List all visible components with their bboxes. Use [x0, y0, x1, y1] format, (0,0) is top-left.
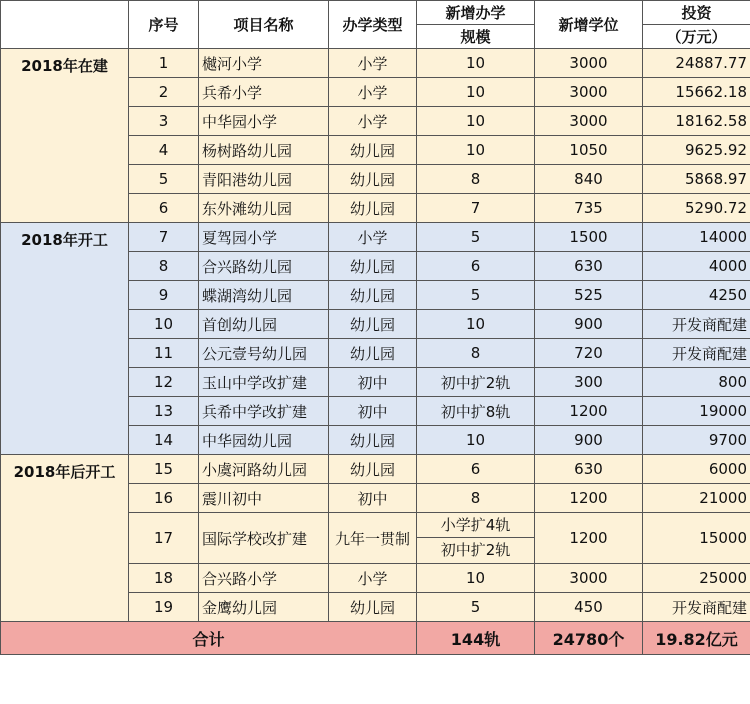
new-seats: 450 — [535, 593, 643, 622]
total-invest: 19.82亿元 — [643, 622, 750, 655]
table-header — [1, 1, 750, 49]
new-scale: 6 — [417, 252, 535, 281]
row-no: 8 — [129, 252, 199, 281]
school-type: 九年一贯制 — [329, 513, 417, 564]
total-row — [1, 622, 750, 655]
school-type: 幼儿园 — [329, 426, 417, 455]
school-type: 幼儿园 — [329, 165, 417, 194]
new-scale-line1: 小学扩4轨 — [417, 513, 534, 538]
row-no: 2 — [129, 78, 199, 107]
row-no: 6 — [129, 194, 199, 223]
school-type: 幼儿园 — [329, 194, 417, 223]
investment: 开发商配建 — [643, 339, 750, 368]
row-no: 13 — [129, 397, 199, 426]
new-scale: 8 — [417, 165, 535, 194]
investment: 开发商配建 — [643, 593, 750, 622]
investment: 15662.18 — [643, 78, 750, 107]
investment: 5868.97 — [643, 165, 750, 194]
new-seats: 1200 — [535, 513, 643, 564]
school-type: 小学 — [329, 107, 417, 136]
new-seats: 720 — [535, 339, 643, 368]
project-name: 金鹰幼儿园 — [199, 593, 329, 622]
row-no: 10 — [129, 310, 199, 339]
new-seats: 630 — [535, 455, 643, 484]
new-scale: 10 — [417, 49, 535, 78]
row-no: 12 — [129, 368, 199, 397]
new-seats: 3000 — [535, 564, 643, 593]
new-scale: 10 — [417, 136, 535, 165]
school-type: 幼儿园 — [329, 252, 417, 281]
new-scale: 10 — [417, 310, 535, 339]
new-seats: 1050 — [535, 136, 643, 165]
new-seats: 3000 — [535, 49, 643, 78]
new-scale: 初中扩2轨 — [417, 368, 535, 397]
investment: 25000 — [643, 564, 750, 593]
new-scale — [417, 513, 535, 564]
new-scale: 10 — [417, 426, 535, 455]
row-no: 9 — [129, 281, 199, 310]
new-scale: 10 — [417, 107, 535, 136]
project-name: 兵希小学 — [199, 78, 329, 107]
header-scale-line2: 规模 — [417, 25, 535, 49]
header-category — [1, 1, 129, 49]
new-seats: 1200 — [535, 484, 643, 513]
header-scale-line1: 新增办学 — [417, 1, 535, 25]
new-scale: 初中扩8轨 — [417, 397, 535, 426]
project-name: 国际学校改扩建 — [199, 513, 329, 564]
new-scale: 7 — [417, 194, 535, 223]
investment: 9700 — [643, 426, 750, 455]
project-name: 中华园幼儿园 — [199, 426, 329, 455]
investment: 21000 — [643, 484, 750, 513]
school-type: 幼儿园 — [329, 136, 417, 165]
investment: 开发商配建 — [643, 310, 750, 339]
total-seats: 24780个 — [535, 622, 643, 655]
new-scale: 5 — [417, 593, 535, 622]
total-label: 合计 — [1, 622, 417, 655]
row-no: 16 — [129, 484, 199, 513]
project-name: 兵希中学改扩建 — [199, 397, 329, 426]
row-no: 4 — [129, 136, 199, 165]
new-seats: 3000 — [535, 78, 643, 107]
new-seats: 3000 — [535, 107, 643, 136]
project-name: 首创幼儿园 — [199, 310, 329, 339]
table-row — [1, 455, 750, 484]
new-scale: 10 — [417, 78, 535, 107]
project-name: 公元壹号幼儿园 — [199, 339, 329, 368]
project-name: 中华园小学 — [199, 107, 329, 136]
investment: 5290.72 — [643, 194, 750, 223]
new-scale: 8 — [417, 339, 535, 368]
row-no: 15 — [129, 455, 199, 484]
group-label: 2018年后开工 — [1, 455, 129, 622]
new-seats: 630 — [535, 252, 643, 281]
new-seats: 525 — [535, 281, 643, 310]
school-type: 幼儿园 — [329, 593, 417, 622]
project-name: 樾河小学 — [199, 49, 329, 78]
new-scale-line2: 初中扩2轨 — [440, 541, 511, 559]
new-seats: 900 — [535, 310, 643, 339]
project-name: 青阳港幼儿园 — [199, 165, 329, 194]
header-invest-line2: （万元） — [643, 25, 750, 49]
investment: 15000 — [643, 513, 750, 564]
table-row — [1, 49, 750, 78]
group-label: 2018年在建 — [1, 49, 129, 223]
investment: 4250 — [643, 281, 750, 310]
school-type: 幼儿园 — [329, 455, 417, 484]
school-type: 小学 — [329, 223, 417, 252]
row-no: 18 — [129, 564, 199, 593]
project-name: 合兴路幼儿园 — [199, 252, 329, 281]
table-body — [1, 49, 750, 622]
new-scale: 6 — [417, 455, 535, 484]
investment: 18162.58 — [643, 107, 750, 136]
header-seats: 新增学位 — [535, 1, 643, 49]
school-type: 小学 — [329, 564, 417, 593]
project-name: 夏驾园小学 — [199, 223, 329, 252]
school-type: 小学 — [329, 78, 417, 107]
total-scale: 144轨 — [417, 622, 535, 655]
new-scale: 5 — [417, 281, 535, 310]
new-scale: 5 — [417, 223, 535, 252]
investment: 4000 — [643, 252, 750, 281]
investment: 800 — [643, 368, 750, 397]
new-seats: 1200 — [535, 397, 643, 426]
school-type: 初中 — [329, 368, 417, 397]
row-no: 7 — [129, 223, 199, 252]
investment: 24887.77 — [643, 49, 750, 78]
investment: 14000 — [643, 223, 750, 252]
row-no: 11 — [129, 339, 199, 368]
project-name: 震川初中 — [199, 484, 329, 513]
row-no: 19 — [129, 593, 199, 622]
header-type: 办学类型 — [329, 1, 417, 49]
header-name: 项目名称 — [199, 1, 329, 49]
row-no: 3 — [129, 107, 199, 136]
project-name: 蝶湖湾幼儿园 — [199, 281, 329, 310]
investment: 9625.92 — [643, 136, 750, 165]
new-seats: 735 — [535, 194, 643, 223]
project-name: 合兴路小学 — [199, 564, 329, 593]
new-seats: 840 — [535, 165, 643, 194]
investment: 19000 — [643, 397, 750, 426]
school-type: 初中 — [329, 484, 417, 513]
school-type: 小学 — [329, 49, 417, 78]
row-no: 14 — [129, 426, 199, 455]
school-type: 幼儿园 — [329, 281, 417, 310]
new-seats: 900 — [535, 426, 643, 455]
row-no: 5 — [129, 165, 199, 194]
new-scale: 8 — [417, 484, 535, 513]
project-name: 小虞河路幼儿园 — [199, 455, 329, 484]
project-name: 玉山中学改扩建 — [199, 368, 329, 397]
project-name: 东外滩幼儿园 — [199, 194, 329, 223]
project-name: 杨树路幼儿园 — [199, 136, 329, 165]
school-type: 幼儿园 — [329, 339, 417, 368]
school-type: 初中 — [329, 397, 417, 426]
row-no: 17 — [129, 513, 199, 564]
group-label: 2018年开工 — [1, 223, 129, 455]
new-scale: 10 — [417, 564, 535, 593]
school-type: 幼儿园 — [329, 310, 417, 339]
row-no: 1 — [129, 49, 199, 78]
header-invest-line1: 投资 — [643, 1, 750, 25]
table-row — [1, 223, 750, 252]
header-no: 序号 — [129, 1, 199, 49]
new-seats: 300 — [535, 368, 643, 397]
new-seats: 1500 — [535, 223, 643, 252]
investment: 6000 — [643, 455, 750, 484]
